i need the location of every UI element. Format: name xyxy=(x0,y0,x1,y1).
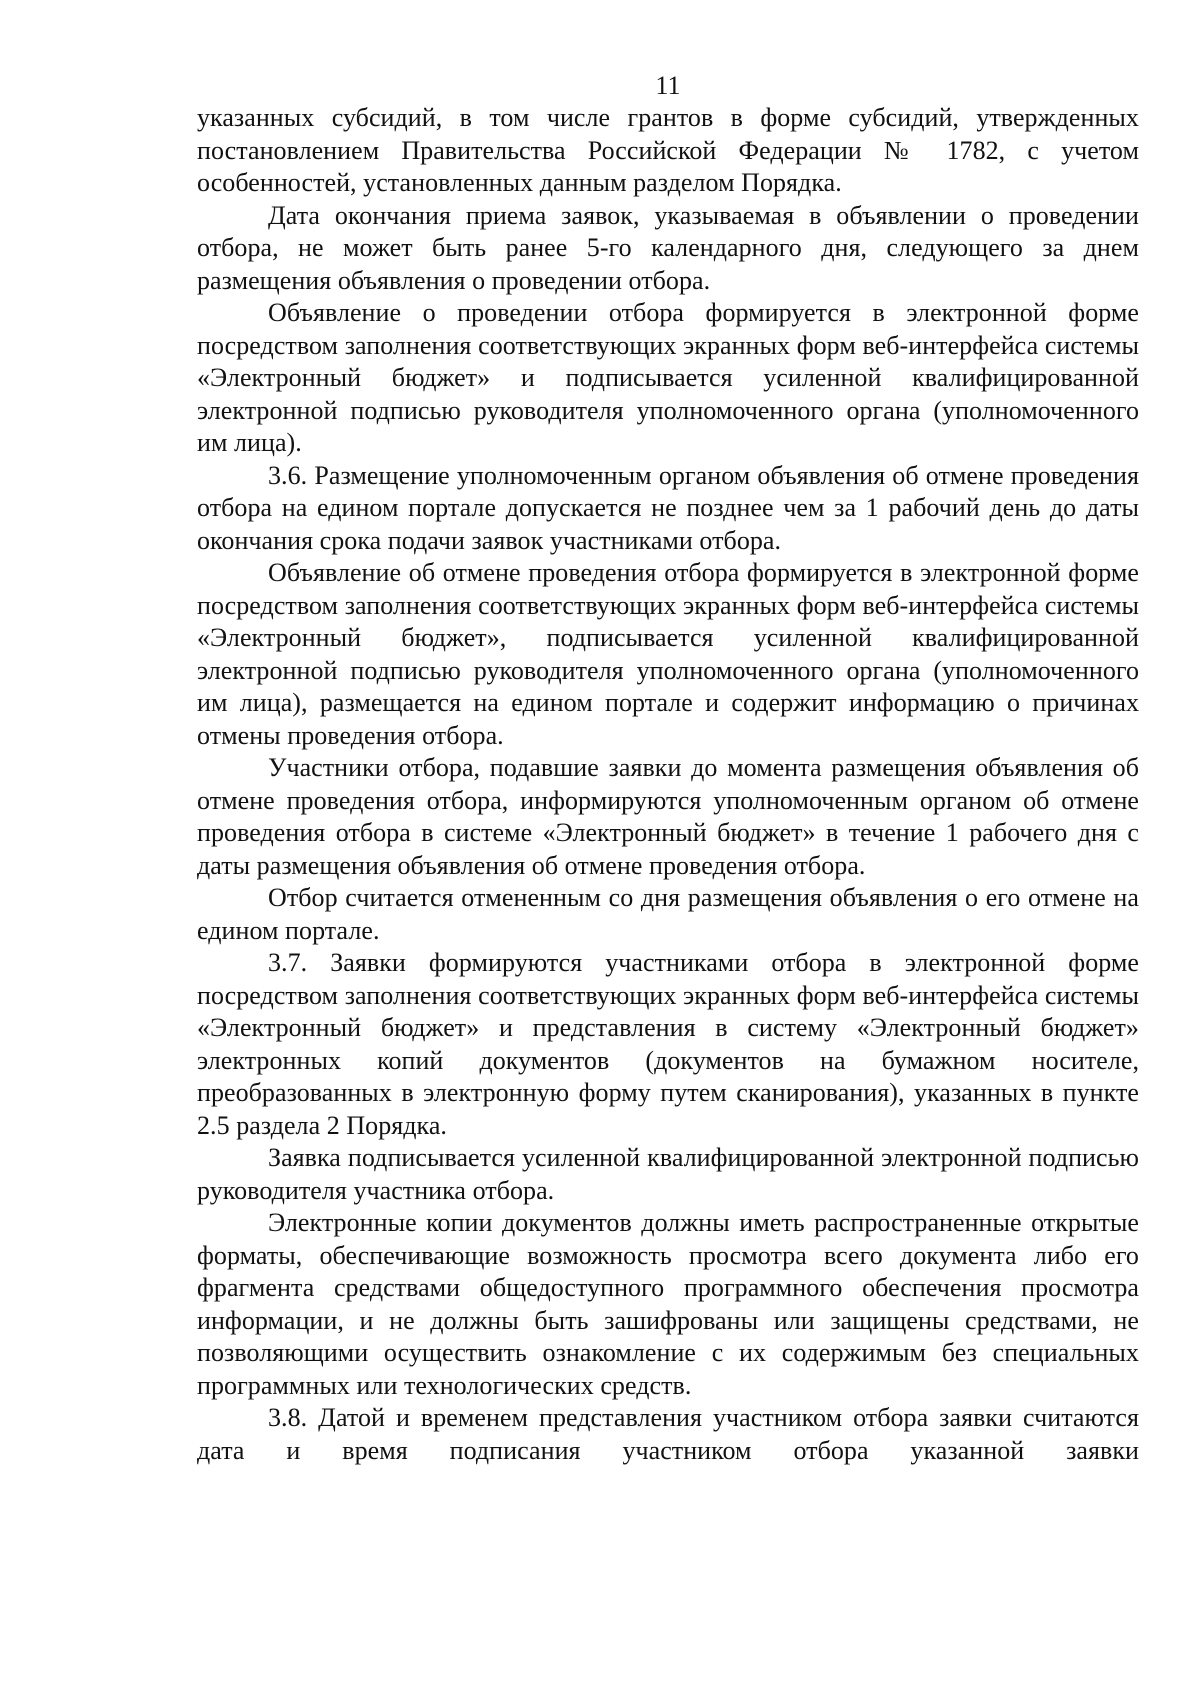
paragraph-2: Дата окончания приема заявок, указываемая в объявлении о проведении отбора, не может быть ранее 5-го календарного дня, следующего за днем размещения объявления о проведении отбора. xyxy=(197,200,1139,295)
paragraph-11: 3.8. Датой и временем представления участником отбора заявки считаются дата и время подписания участником отбора указанной заявки xyxy=(197,1403,1139,1465)
page-number: 11 xyxy=(655,71,681,100)
paragraph-1: указанных субсидий, в том числе грантов в форме субсидий, утвержденных постановлением Правительства Российской Федерации № 1782, с учетом особенностей, установленных данным разделом Порядка. xyxy=(197,103,1139,197)
document-page xyxy=(197,70,1139,1467)
paragraph-5: Объявление об отмене проведения отбора формируется в электронной форме посредством заполнения соответствующих экранных форм веб-интерфейса системы «Электронный бюджет», подписывается усиленной квалифицированной электронной подписью руководителя уполномоченного органа (уполномоченного им лица), размещается на едином портале и содержит информацию о причинах отмены проведения отбора. xyxy=(197,558,1139,750)
paragraph-7: Отбор считается отмененным со дня размещения объявления о его отмене на едином портале. xyxy=(197,883,1139,945)
paragraph-10: Электронные копии документов должны иметь распространенные открытые форматы, обеспечивающие возможность просмотра всего документа либо его фрагмента средствами общедоступного программного обеспечения просмотра информации, и не должны быть зашифрованы или защищены средствами, не позволяющими осуществить ознакомление с их содержимым без специальных программных или технологических средств. xyxy=(197,1208,1139,1400)
paragraph-9: Заявка подписывается усиленной квалифицированной электронной подписью руководителя участника отбора. xyxy=(197,1143,1139,1205)
paragraph-3: Объявление о проведении отбора формируется в электронной форме посредством заполнения соответствующих экранных форм веб-интерфейса системы «Электронный бюджет» и подписывается усиленной квалифицированной электронной подписью руководителя уполномоченного органа (уполномоченного им лица). xyxy=(197,298,1139,457)
paragraph-4: 3.6. Размещение уполномоченным органом объявления об отмене проведения отбора на едином портале допускается не позднее чем за 1 рабочий день до даты окончания срока подачи заявок участниками отбора. xyxy=(197,460,1139,555)
paragraph-6: Участники отбора, подавшие заявки до момента размещения объявления об отмене проведения отбора, информируются уполномоченным органом об отмене проведения отбора в системе «Электронный бюджет» в течение 1 рабочего дня с даты размещения объявления об отмене проведения отбора. xyxy=(197,753,1139,880)
paragraph-8: 3.7. Заявки формируются участниками отбора в электронной форме посредством заполнения соответствующих экранных форм веб-интерфейса системы «Электронный бюджет» и представления в систему «Электронный бюджет» электронных копий документов (документов на бумажном носителе, преобразованных в электронную форму путем сканирования), указанных в пункте 2.5 раздела 2 Порядка. xyxy=(197,948,1139,1140)
